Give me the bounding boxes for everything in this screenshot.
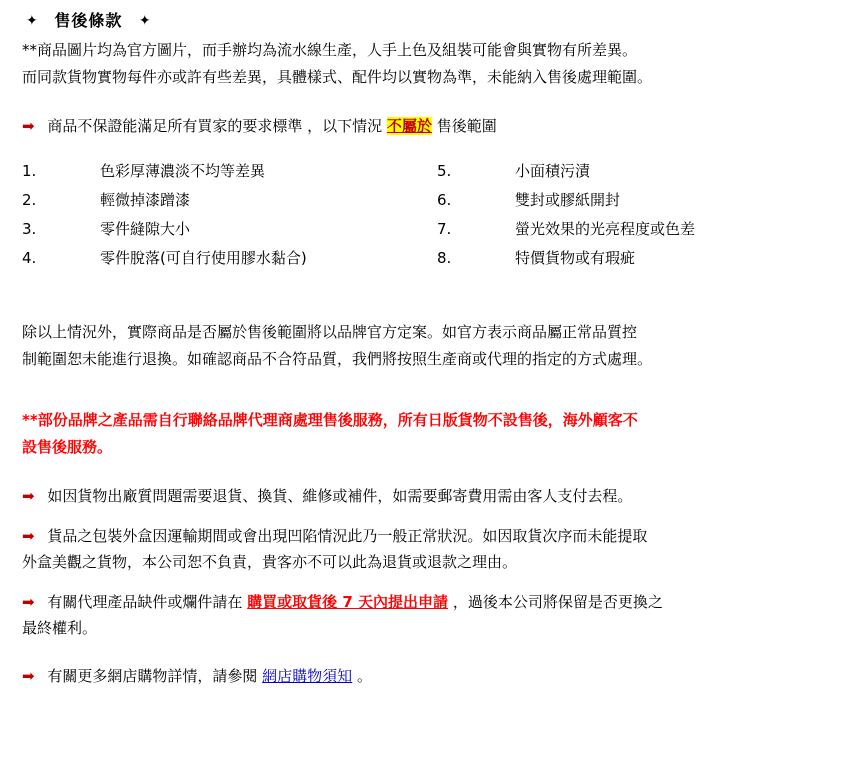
- spacer: [22, 373, 852, 407]
- exclusion-notice-highlight: 不屬於: [386, 117, 432, 135]
- warning-line-1: [22, 407, 852, 434]
- arrow-icon: ➡: [22, 667, 35, 685]
- list-item-number: 5.: [437, 162, 452, 180]
- warning-line-2: [22, 434, 852, 461]
- note-item-shipping-fee: [22, 483, 852, 509]
- spacer: [22, 461, 852, 483]
- policy-line-2-text: 制範圍恕未能進行退換。如確認商品不合符品質，我們將按照生產商或代理的指定的方式處理。: [22, 350, 653, 368]
- list-item-number: 1.: [22, 162, 37, 180]
- policy-line-1-text: 除以上情況外，實際商品是否屬於售後範圍將以品牌官方定案。如官方表示商品屬正常品質控: [22, 323, 638, 341]
- spacer: [22, 307, 852, 319]
- list-item: [22, 157, 437, 186]
- note-item-packaging: [22, 523, 852, 575]
- list-item: [22, 215, 437, 244]
- note-text: ，過後本公司將保留是否更換之: [452, 593, 663, 611]
- list-item-label: 零件縫隙大小: [100, 220, 191, 238]
- intro-line-2-text: 而同款貨物實物每件亦或許有些差異，具體樣式、配件均以實物為準，未能納入售後處理範圍。: [22, 68, 653, 86]
- spacer: [22, 91, 852, 113]
- star-icon-right: ✦: [138, 13, 151, 29]
- list-item-label: 小面積污漬: [515, 162, 591, 180]
- list-item-label: 輕微掉漆蹭漆: [100, 191, 191, 209]
- page-title-text: 售後條款: [54, 11, 123, 30]
- policy-line-2: [22, 346, 852, 373]
- note-text: 外盒美觀之貨物，本公司恕不負責，貴客亦不可以此為退貨或退款之理由。: [22, 553, 518, 571]
- list-item: [437, 157, 852, 186]
- note-text: 如因貨物出廠質問題需要退貨、換貨、維修或補件，如需要郵寄費用需由客人支付去程。: [47, 487, 633, 505]
- star-icon-left: ✦: [26, 13, 38, 29]
- intro-line-1: [22, 37, 852, 64]
- list-item-label: 螢光效果的光亮程度或色差: [515, 220, 696, 238]
- note-text: 有關代理產品缺件或爛件請在: [47, 593, 243, 611]
- exclusion-notice-before: 商品不保證能滿足所有買家的要求標準 ，以下情況: [47, 117, 383, 135]
- spacer: [22, 509, 852, 523]
- warning-line-1-text: **部份品牌之產品需自行聯絡品牌代理商處理售後服務，所有日版貨物不設售後，海外顧客不: [22, 411, 638, 429]
- list-item-number: 4.: [22, 249, 37, 267]
- exclusion-list: [22, 157, 852, 273]
- note-item-missing-parts: [22, 589, 852, 641]
- note-line-1: [22, 523, 852, 549]
- spacer: [22, 273, 852, 307]
- intro-paragraph: [22, 37, 852, 91]
- note-item-shopping-guide: [22, 663, 852, 689]
- policy-line-1: [22, 319, 852, 346]
- note-text: 有關更多網店購物詳情，請參閱: [47, 667, 258, 685]
- list-item: [22, 186, 437, 215]
- list-item: [22, 244, 437, 273]
- arrow-icon: ➡: [22, 593, 35, 611]
- note-text-emphasis: 購買或取貨後 7 天內提出申請: [247, 593, 449, 611]
- note-line-1: [22, 589, 852, 615]
- list-item-number: 7.: [437, 220, 452, 238]
- list-item: [437, 215, 852, 244]
- spacer: [22, 575, 852, 589]
- arrow-icon: ➡: [22, 117, 35, 135]
- note-text: 最終權利。: [22, 619, 98, 637]
- list-item-label: 特價貨物或有瑕疵: [515, 249, 636, 267]
- warning-line-2-text: 設售後服務。: [22, 438, 113, 456]
- note-line-2: [22, 549, 852, 575]
- exclusion-notice-after: 售後範圍: [436, 117, 497, 135]
- list-item-number: 8.: [437, 249, 452, 267]
- list-item-number: 3.: [22, 220, 37, 238]
- list-item-label: 色彩厚薄濃淡不均等差異: [100, 162, 266, 180]
- arrow-icon: ➡: [22, 527, 35, 545]
- spacer: [22, 641, 852, 663]
- note-text: 。: [356, 667, 372, 685]
- list-item-number: 2.: [22, 191, 37, 209]
- exclusion-list-column-left: [22, 157, 437, 273]
- note-line-2: [22, 615, 852, 641]
- shopping-guide-link[interactable]: 網店購物須知: [262, 667, 353, 685]
- arrow-icon: ➡: [22, 487, 35, 505]
- list-item-label: 零件脫落(可自行使用膠水黏合): [100, 249, 307, 267]
- policy-paragraph: [22, 319, 852, 373]
- exclusion-notice: [22, 113, 852, 139]
- list-item: [437, 186, 852, 215]
- page-title: [26, 8, 852, 31]
- list-item: [437, 244, 852, 273]
- list-item-number: 6.: [437, 191, 452, 209]
- intro-line-2: [22, 64, 852, 91]
- exclusion-list-column-right: [437, 157, 852, 273]
- list-item-label: 雙封或膠紙開封: [515, 191, 621, 209]
- warning-paragraph: [22, 407, 852, 461]
- note-text: 貨品之包裝外盒因運輸期間或會出現凹陷情況此乃一般正常狀況。如因取貨次序而未能提取: [47, 527, 648, 545]
- intro-line-1-text: **商品圖片均為官方圖片，而手辦均為流水線生產，人手上色及組裝可能會與實物有所差異。: [22, 41, 638, 59]
